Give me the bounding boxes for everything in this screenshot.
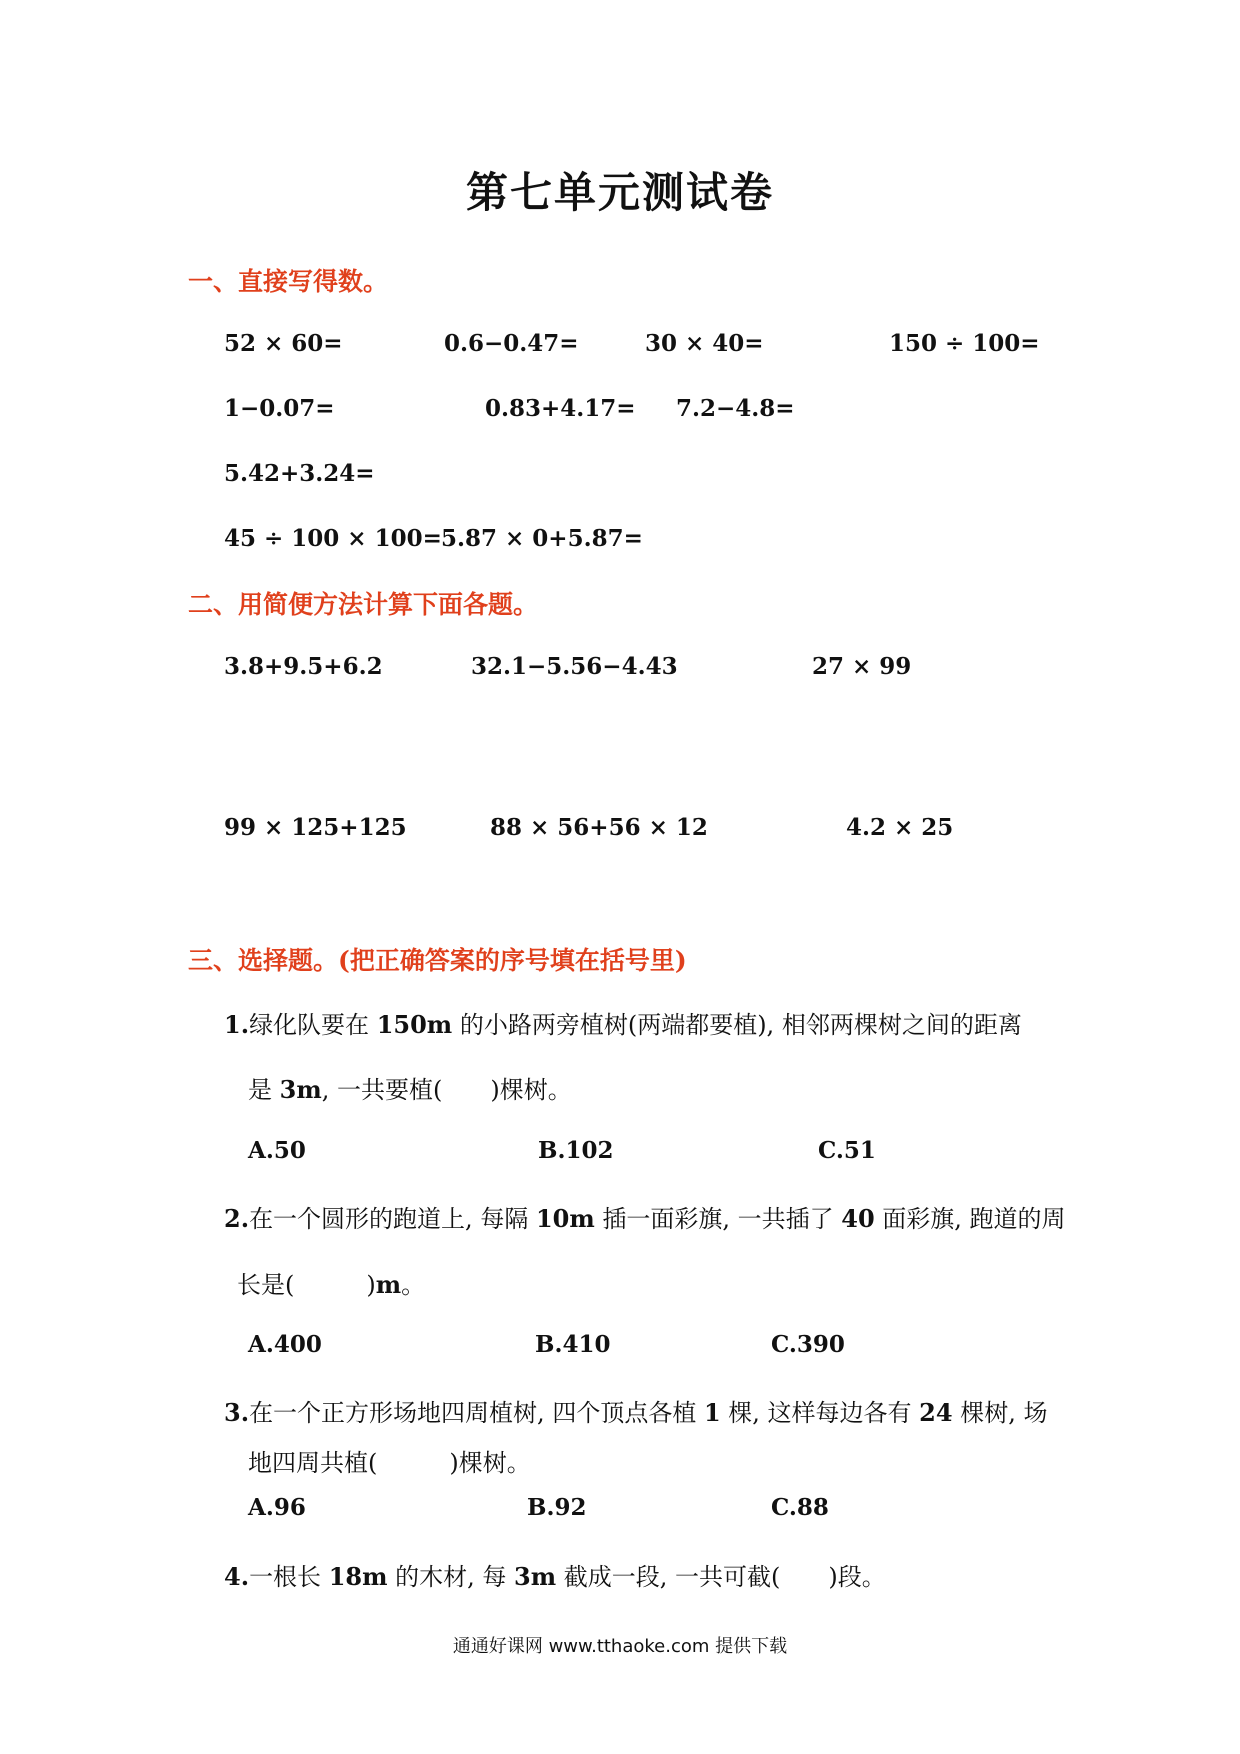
simplify-item: 88 × 56+56 × 12 (490, 814, 708, 841)
question-1-option-b: B.102 (538, 1137, 614, 1164)
question-3-line-2: 地四周共植( )棵树。 (248, 1449, 531, 1477)
oral-calc-item: 1−0.07= (224, 395, 335, 422)
question-2-option-b: B.410 (535, 1331, 611, 1358)
simplify-item: 4.2 × 25 (846, 814, 954, 841)
question-3-line-1: 3.在一个正方形场地四周植树, 四个顶点各植 1 棵, 这样每边各有 24 棵树, 场 (224, 1398, 1048, 1427)
question-2-option-c: C.390 (771, 1331, 845, 1358)
question-1-option-c: C.51 (818, 1137, 876, 1164)
oral-calc-item: 30 × 40= (645, 330, 764, 357)
oral-calc-item: 150 ÷ 100= (889, 330, 1040, 357)
section-2-heading: 二、用简便方法计算下面各题。 (188, 590, 539, 619)
oral-calc-item: 0.6−0.47= (444, 330, 579, 357)
question-4-line-1: 4.一根长 18m 的木材, 每 3m 截成一段, 一共可截( )段。 (224, 1562, 886, 1591)
oral-calc-item: 5.42+3.24= (224, 460, 375, 487)
oral-calc-item: 7.2−4.8= (676, 395, 795, 422)
simplify-item: 27 × 99 (812, 653, 912, 680)
question-1-option-a: A.50 (248, 1137, 306, 1164)
section-1-heading: 一、直接写得数。 (188, 267, 389, 296)
question-3-option-a: A.96 (248, 1494, 306, 1521)
page-footer: 通通好课网 www.tthaoke.com 提供下载 (452, 1636, 788, 1657)
oral-calc-item: 5.87 × 0+5.87= (441, 525, 643, 552)
question-2-line-1: 2.在一个圆形的跑道上, 每隔 10m 插一面彩旗, 一共插了 40 面彩旗, 跑道的周 (224, 1204, 1066, 1233)
section-3-heading: 三、选择题。(把正确答案的序号填在括号里) (188, 946, 687, 975)
page-title: 第七单元测试卷 (465, 168, 774, 217)
question-1-line-1: 1.绿化队要在 150m 的小路两旁植树(两端都要植), 相邻两棵树之间的距离 (224, 1010, 1022, 1039)
question-1-line-2: 是 3m, 一共要植( )棵树。 (248, 1075, 572, 1104)
question-2-option-a: A.400 (248, 1331, 322, 1358)
oral-calc-item: 45 ÷ 100 × 100= (224, 525, 442, 552)
simplify-item: 3.8+9.5+6.2 (224, 653, 383, 680)
question-3-option-b: B.92 (527, 1494, 587, 1521)
simplify-item: 32.1−5.56−4.43 (471, 653, 678, 680)
question-3-option-c: C.88 (771, 1494, 829, 1521)
simplify-item: 99 × 125+125 (224, 814, 407, 841)
question-2-line-2: 长是( )m。 (237, 1270, 426, 1299)
oral-calc-item: 0.83+4.17= (485, 395, 636, 422)
oral-calc-item: 52 × 60= (224, 330, 343, 357)
